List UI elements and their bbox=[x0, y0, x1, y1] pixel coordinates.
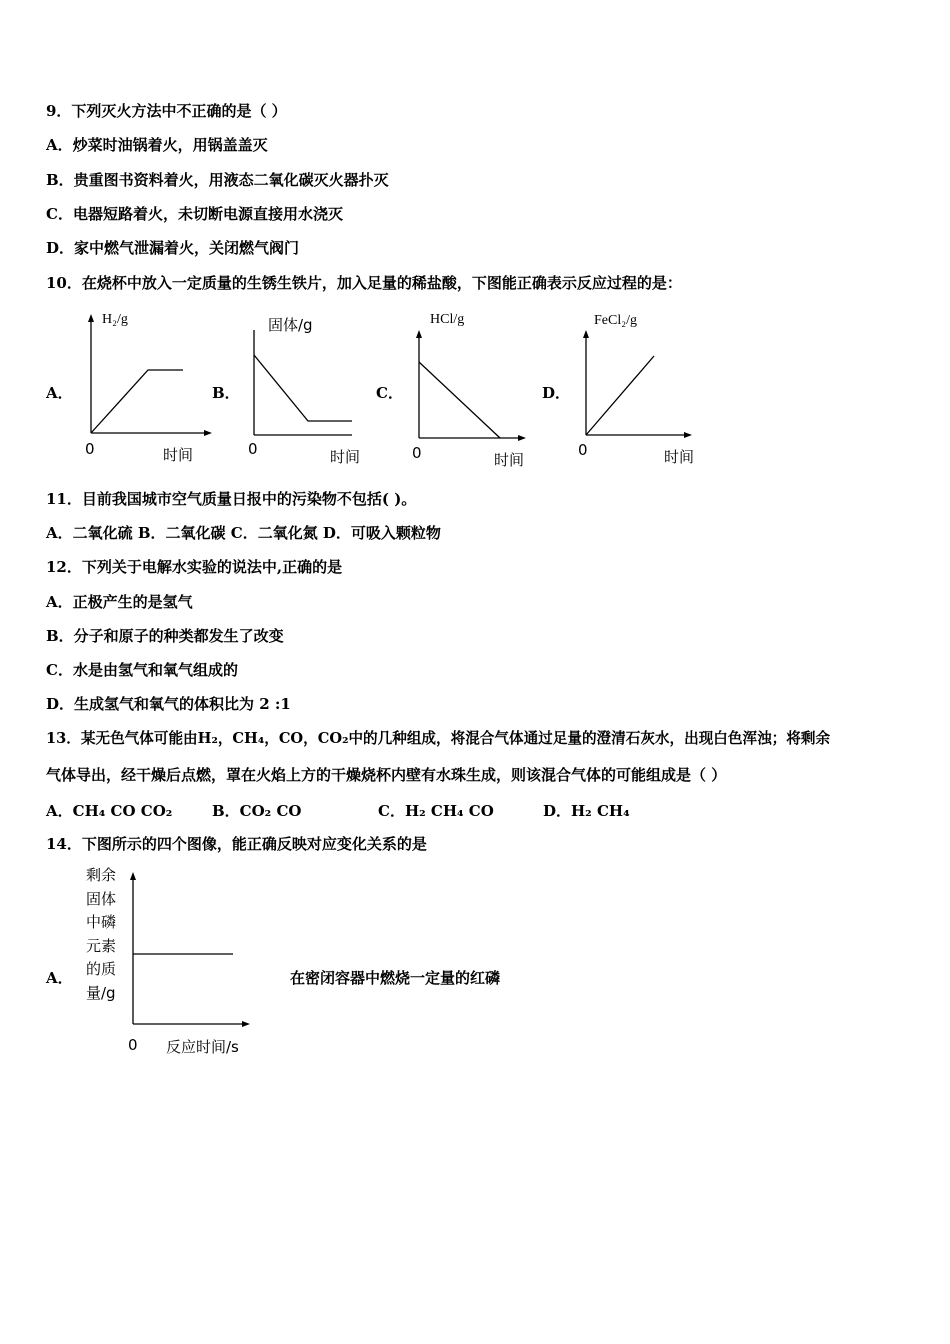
q14-ylabel-line: 量/g bbox=[86, 983, 116, 1002]
q14-graph-a bbox=[120, 866, 260, 1036]
q14-ylabel-line: 中磷 bbox=[86, 913, 117, 931]
q13-option-a: A．CH₄ CO CO₂ bbox=[46, 802, 173, 820]
q10-graph-b-letter: B． bbox=[212, 384, 240, 402]
q10-graph-b-curve bbox=[254, 355, 352, 421]
q10-graph-d-origin: 0 bbox=[578, 441, 588, 459]
q14-ylabel-line: 剩余 bbox=[86, 866, 117, 884]
q13-option-b: B．CO₂ CO bbox=[212, 802, 302, 820]
q14-ylabel-line: 的质 bbox=[86, 960, 117, 978]
q10-graph-c-curve bbox=[419, 362, 500, 438]
q14-option-a-letter: A． bbox=[46, 969, 73, 987]
q10-graph-c-letter: C． bbox=[376, 384, 403, 402]
q12-option-a: A．正极产生的是氢气 bbox=[46, 593, 193, 611]
q14-graph-a-xlabel: 反应时间/s bbox=[166, 1038, 239, 1056]
q10-graph-d-xlabel: 时间 bbox=[664, 448, 695, 466]
q9-option-c: C．电器短路着火，未切断电源直接用水浇灭 bbox=[46, 205, 343, 223]
q10-graph-c bbox=[408, 314, 548, 474]
q10-graph-c-origin: 0 bbox=[412, 444, 422, 462]
q10-graph-a-ylabel: H₂/g bbox=[102, 312, 128, 327]
q10-graph-a bbox=[80, 310, 220, 470]
q10-graph-d-curve bbox=[586, 356, 654, 435]
q9-stem: 9．下列灭火方法中不正确的是（ ） bbox=[46, 102, 287, 120]
q13-stem-line1: 13．某无色气体可能由H₂，CH₄，CO，CO₂中的几种组成，将混合气体通过足量的澄清石灰水，出现白色浑浊；将剩余 bbox=[46, 730, 831, 747]
q13-stem-line2: 气体导出，经干燥后点燃，罩在火焰上方的干燥烧杯内壁有水珠生成，则该混合气体的可能组成是（ ） bbox=[46, 766, 727, 784]
q9-option-a: A．炒菜时油锅着火，用锅盖盖灭 bbox=[46, 136, 268, 154]
q9-option-d: D．家中燃气泄漏着火，关闭燃气阀门 bbox=[46, 239, 300, 257]
q14-option-a-caption: 在密闭容器中燃烧一定量的红磷 bbox=[290, 969, 501, 987]
q12-stem: 12．下列关于电解水实验的说法中,正确的是 bbox=[46, 558, 343, 576]
q10-graph-d-letter: D． bbox=[542, 384, 571, 402]
q10-graph-a-origin: 0 bbox=[85, 440, 95, 458]
q9-option-b: B．贵重图书资料着火，用液态二氧化碳灭火器扑灭 bbox=[46, 171, 389, 189]
q14-graph-a-ylabel bbox=[86, 864, 116, 1005]
q10-graph-a-curve bbox=[91, 370, 183, 433]
q11-stem: 11．目前我国城市空气质量日报中的污染物不包括( )。 bbox=[46, 490, 417, 508]
q13-option-c: C．H₂ CH₄ CO bbox=[378, 802, 494, 820]
q14-ylabel-line: 元素 bbox=[86, 936, 117, 955]
q10-stem: 10．在烧杯中放入一定质量的生锈生铁片，加入足量的稀盐酸，下图能正确表示反应过程的是： bbox=[46, 274, 682, 292]
q13-option-d: D．H₂ CH₄ bbox=[543, 802, 630, 820]
q10-graph-c-xlabel: 时间 bbox=[494, 451, 525, 469]
q10-graph-d-ylabel: FeCl₂/g bbox=[594, 313, 637, 328]
q10-graph-a-letter: A． bbox=[46, 384, 73, 402]
q11-options: A．二氧化硫 B．二氧化碳 C．二氧化氮 D．可吸入颗粒物 bbox=[46, 524, 441, 542]
q10-graph-b-ylabel: 固体/g bbox=[268, 316, 313, 334]
q12-option-b: B．分子和原子的种类都发生了改变 bbox=[46, 627, 284, 645]
q10-graph-b-origin: 0 bbox=[248, 440, 258, 458]
q14-graph-a-origin: 0 bbox=[128, 1036, 138, 1054]
q10-graph-c-ylabel: HCl/g bbox=[430, 312, 465, 327]
q14-stem: 14．下图所示的四个图像，能正确反映对应变化关系的是 bbox=[46, 835, 427, 853]
q12-option-d: D．生成氢气和氧气的体积比为 2 :1 bbox=[46, 695, 291, 713]
q14-ylabel-line: 固体 bbox=[86, 889, 117, 908]
q10-graph-a-xlabel: 时间 bbox=[163, 446, 194, 464]
q12-option-c: C．水是由氢气和氧气组成的 bbox=[46, 661, 238, 679]
q10-graph-b bbox=[244, 312, 384, 472]
q10-graph-b-xlabel: 时间 bbox=[330, 448, 361, 466]
